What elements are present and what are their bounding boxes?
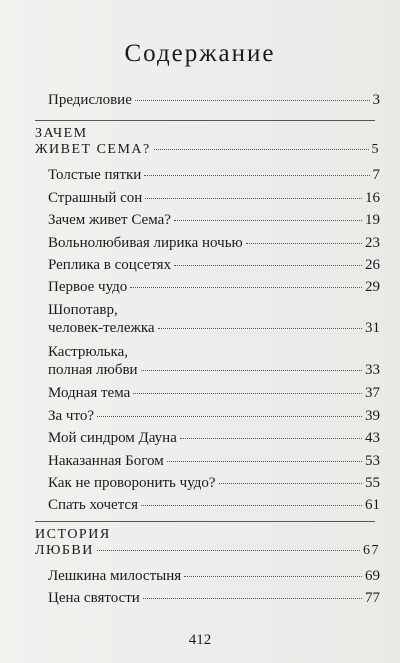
toc-entry: Реплика в соцсетях 26	[48, 257, 380, 273]
section-heading-2: ЛЮБВИ 67	[35, 543, 380, 558]
section-divider	[35, 521, 375, 522]
toc-entry: За что? 39	[48, 408, 380, 424]
toc-entry-line1: Кастрюлька,	[48, 344, 128, 360]
toc-entry: Наказанная Богом 53	[48, 453, 380, 469]
toc-entry: Толстые пятки 7	[48, 167, 380, 183]
toc-entry-preface: Предисловие 3	[48, 92, 380, 108]
toc-entry: Первое чудо 29	[48, 279, 380, 295]
toc-entry: Зачем живет Сема? 19	[48, 212, 380, 228]
toc-entry: человек-тележка 31	[48, 320, 380, 336]
toc-entry: Лешкина милостыня 69	[48, 568, 380, 584]
toc-entry: Вольнолюбивая лирика ночью 23	[48, 235, 380, 251]
section-heading-line1: ИСТОРИЯ	[35, 527, 111, 542]
section-heading-1: ЖИВЕТ СЕМА? 5	[35, 142, 380, 157]
toc-entry: Цена святости 77	[48, 590, 380, 606]
toc-entry: Страшный сон 16	[48, 190, 380, 206]
page-title: Содержание	[124, 40, 276, 67]
toc-entry: Мой синдром Дауна 43	[48, 430, 380, 446]
leader-dots	[97, 550, 360, 551]
leader-dots	[154, 149, 369, 150]
toc-entry: полная любви 33	[48, 362, 380, 378]
toc-entry: Как не проворонить чудо? 55	[48, 475, 380, 491]
toc-entry: Модная тема 37	[48, 385, 380, 401]
page-number: 412	[188, 632, 212, 648]
leader-dots	[135, 100, 370, 101]
section-divider	[35, 120, 375, 121]
section-heading-line1: ЗАЧЕМ	[35, 126, 88, 141]
toc-entry: Спать хочется 61	[48, 497, 380, 513]
toc-entry-line1: Шопотавр,	[48, 302, 118, 318]
